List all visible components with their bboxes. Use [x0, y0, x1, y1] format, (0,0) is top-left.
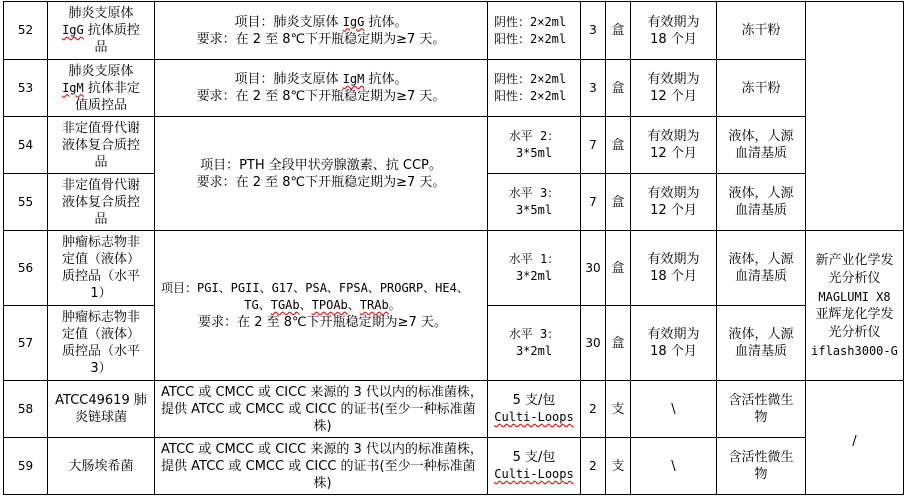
spec-text: 水平 3： 3*2ml	[488, 306, 581, 381]
quantity: 3	[581, 60, 606, 117]
product-name: 肺炎支原体 IgG 抗体质控 品	[48, 2, 155, 60]
form: 含活性微生 物	[717, 438, 806, 495]
requirement-text: ATCC 或 CMCC 或 CICC 来源的 3 代以内的标准菌株， 提供 ATCC 或 CMCC 或 CICC 的证书(至少一种标准菌 株)	[155, 381, 488, 438]
spec-text: 5 支/包 Culti-Loops	[488, 381, 581, 438]
product-name: ATCC49619 肺 炎链球菌	[48, 381, 155, 438]
requirement-text: ATCC 或 CMCC 或 CICC 来源的 3 代以内的标准菌株， 提供 ATCC 或 CMCC 或 CICC 的证书(至少一种标准菌 株)	[155, 438, 488, 495]
row-number: 52	[4, 2, 48, 60]
validity: 有效期为 18 个月	[631, 231, 717, 306]
requirement-text: 项目：肺炎支原体 IgM 抗体。 要求：在 2 至 8℃下开瓶稳定期为≥7 天。	[155, 60, 488, 117]
table-row	[4, 2, 904, 60]
spec-text: 水平 1： 3*2ml	[488, 231, 581, 306]
row-number: 56	[4, 231, 48, 306]
form: 冻干粉	[717, 2, 806, 60]
instrument-cell-blank	[806, 60, 904, 117]
quantity: 7	[581, 174, 606, 231]
quantity: 7	[581, 117, 606, 174]
form: 液体，人源 血清基质	[717, 231, 806, 306]
spec-text: 水平 3： 3*5ml	[488, 174, 581, 231]
validity: 有效期为 12 个月	[631, 174, 717, 231]
requirement-text: 项目：PGI、PGII、G17、PSA、FPSA、PROGRP、HE4、 TG、TGAb、TPOAb、TRAb。 要求：在 2 至 8℃下开瓶稳定期为≥7 天。	[155, 231, 488, 381]
unit: 盒	[606, 60, 631, 117]
row-number: 59	[4, 438, 48, 495]
unit: 盒	[606, 306, 631, 381]
table-row	[4, 117, 904, 174]
form: 冻干粉	[717, 60, 806, 117]
row-number: 53	[4, 60, 48, 117]
form: 液体，人源 血清基质	[717, 306, 806, 381]
requirement-text: 项目：肺炎支原体 IgG 抗体。 要求：在 2 至 8℃下开瓶稳定期为≥7 天。	[155, 2, 488, 60]
table-row	[4, 381, 904, 438]
row-number: 55	[4, 174, 48, 231]
product-name: 非定值骨代谢 液体复合质控 品	[48, 117, 155, 174]
quantity: 2	[581, 438, 606, 495]
form: 液体，人源 血清基质	[717, 117, 806, 174]
reagent-table	[3, 1, 904, 495]
instrument-info: 新产业化学发 光分析仪 MAGLUMI X8 亚辉龙化学发 光分析仪 iflash3000-G	[806, 231, 904, 381]
table-row	[4, 231, 904, 306]
product-name: 大肠埃希菌	[48, 438, 155, 495]
unit: 盒	[606, 174, 631, 231]
row-number: 58	[4, 381, 48, 438]
quantity: 30	[581, 231, 606, 306]
table-row	[4, 438, 904, 495]
product-name: 肿瘤标志物非 定值（液体） 质控品（水平 1）	[48, 231, 155, 306]
row-number: 57	[4, 306, 48, 381]
requirement-text: 项目：PTH 全段甲状旁腺激素、抗 CCP。 要求：在 2 至 8℃下开瓶稳定期为≥7 天。	[155, 117, 488, 231]
quantity: 3	[581, 2, 606, 60]
validity: 有效期为 18 个月	[631, 2, 717, 60]
spec-text: 5 支/包 Culti-Loops	[488, 438, 581, 495]
instrument-cell-blank	[806, 174, 904, 231]
unit: 支	[606, 438, 631, 495]
instrument-cell-blank	[806, 117, 904, 174]
unit: 盒	[606, 231, 631, 306]
unit: 盒	[606, 117, 631, 174]
table-row	[4, 60, 904, 117]
validity: \	[631, 381, 717, 438]
form: 含活性微生 物	[717, 381, 806, 438]
validity: 有效期为 12 个月	[631, 117, 717, 174]
unit: 盒	[606, 2, 631, 60]
unit: 支	[606, 381, 631, 438]
spec-text: 水平 2： 3*5ml	[488, 117, 581, 174]
validity: 有效期为 18 个月	[631, 306, 717, 381]
product-name: 非定值骨代谢 液体复合质控 品	[48, 174, 155, 231]
product-name: 肺炎支原体 IgM 抗体非定 值质控品	[48, 60, 155, 117]
form: 液体，人源 血清基质	[717, 174, 806, 231]
row-number: 54	[4, 117, 48, 174]
spec-text: 阴性：2×2ml 阳性：2×2ml	[488, 2, 581, 60]
validity: \	[631, 438, 717, 495]
quantity: 2	[581, 381, 606, 438]
validity: 有效期为 12 个月	[631, 60, 717, 117]
instrument-cell-blank	[806, 2, 904, 60]
instrument-blank: /	[806, 381, 904, 495]
product-name: 肿瘤标志物非 定值（液体） 质控品（水平 3）	[48, 306, 155, 381]
spec-text: 阴性：2×2ml 阳性：2×2ml	[488, 60, 581, 117]
quantity: 30	[581, 306, 606, 381]
